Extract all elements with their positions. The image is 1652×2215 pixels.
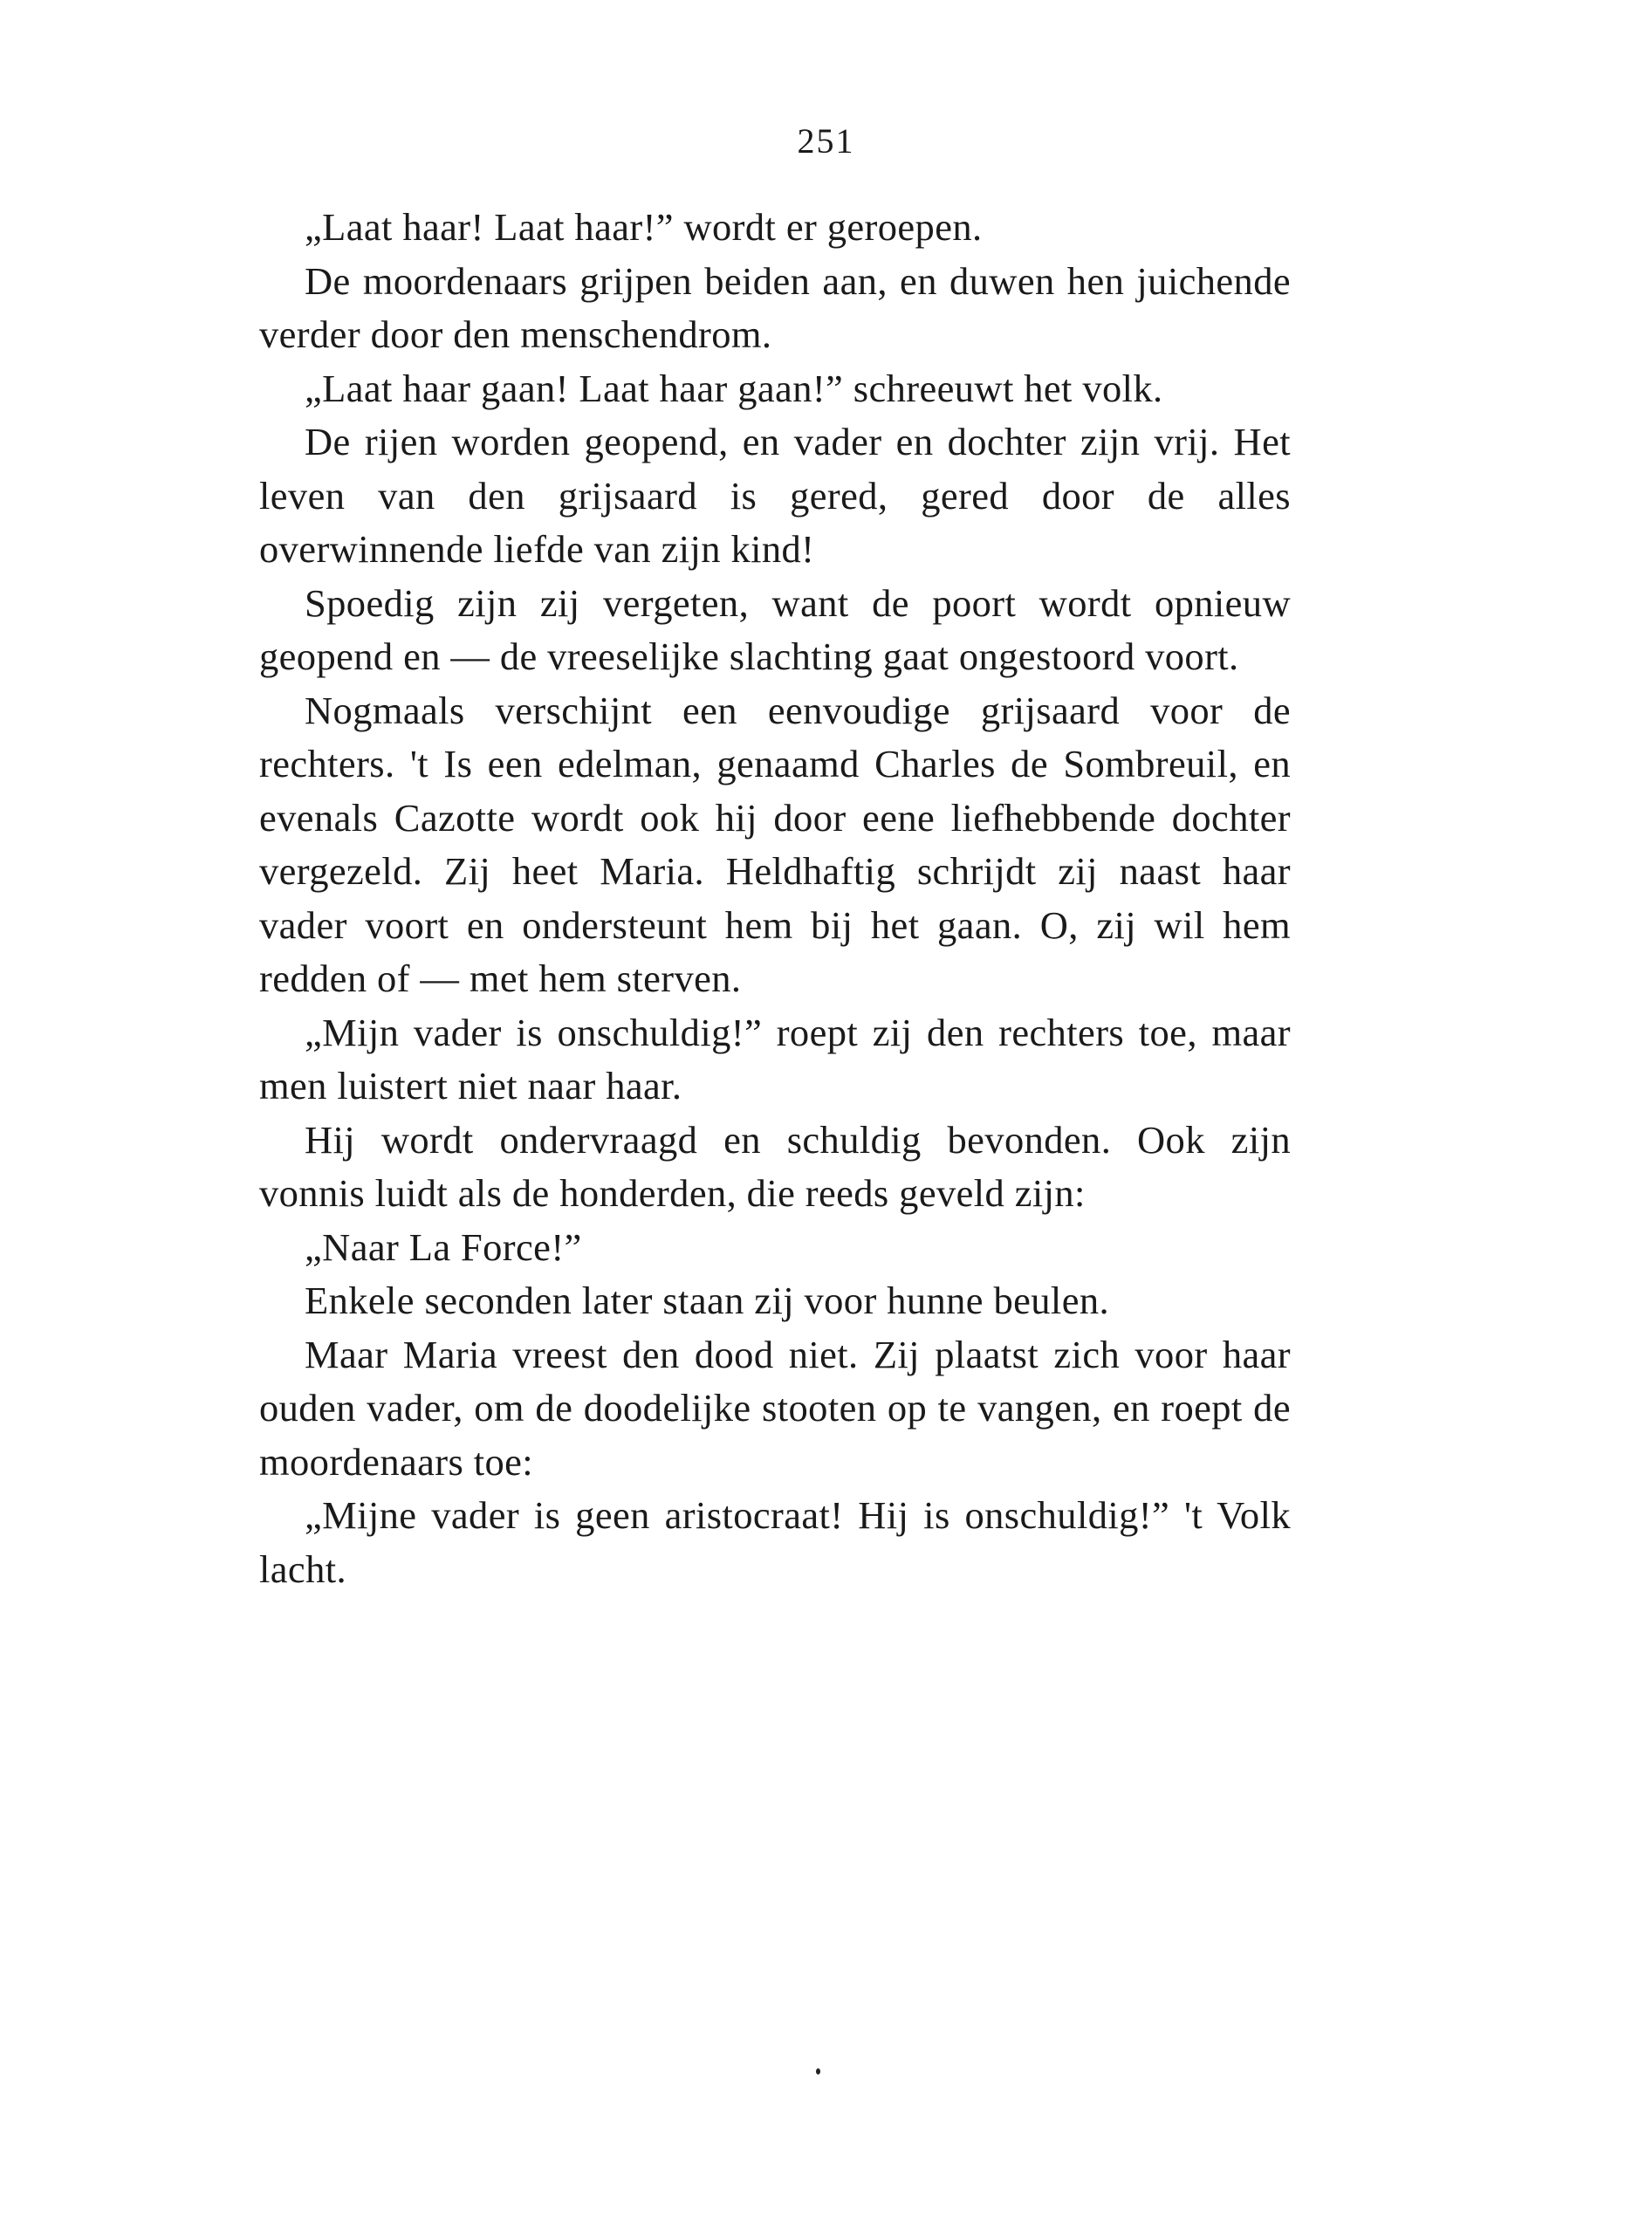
paragraph: Spoedig zijn zij vergeten, want de poort wordt opnieuw geopend en — de vreeselijke slachting gaat ongestoord voort. <box>259 580 1291 678</box>
paragraph: „Mijn vader is onschuldig!” roept zij den rechters toe, maar men luistert niet naar haar. <box>259 1010 1291 1108</box>
body-text <box>259 201 1291 1596</box>
ink-speck <box>816 2068 820 2074</box>
paragraph: De moordenaars grijpen beiden aan, en duwen hen juichende verder door den menschendrom. <box>259 258 1291 356</box>
paragraph: „Laat haar! Laat haar!” wordt er geroepen. <box>305 205 983 249</box>
paragraph: Hij wordt ondervraagd en schuldig bevonden. Ook zijn vonnis luidt als de honderden, die reeds geveld zijn: <box>259 1117 1291 1215</box>
page-number: 251 <box>797 121 855 161</box>
paragraph: De rijen worden geopend, en vader en dochter zijn vrij. Het leven van den grijsaard is gered, gered door de alles overwinnende liefde van zijn kind! <box>259 420 1291 571</box>
paragraph: Nogmaals verschijnt een eenvoudige grijsaard voor de rechters. 't Is een edelman, genaamd Charles de Sombreuil, en evenals Cazotte wordt ook hij door eene liefhebbende dochter vergezeld. Zij heet Maria. Heldhaftig schrijdt zij naast haar vader voort en ondersteunt hem bij het gaan. O, zij wil hem redden of — met hem sterven. <box>259 688 1291 1000</box>
paragraph: „Naar La Force!” <box>305 1224 582 1269</box>
paragraph: Enkele seconden later staan zij voor hunne beulen. <box>305 1279 1110 1322</box>
paragraph: „Laat haar gaan! Laat haar gaan!” schreeuwt het volk. <box>305 366 1163 410</box>
paragraph: Maar Maria vreest den dood niet. Zij plaatst zich voor haar ouden vader, om de doodelijke stooten op te vangen, en roept de moordenaars toe: <box>259 1332 1291 1484</box>
paragraph: „Mijne vader is geen aristocraat! Hij is onschuldig!” 't Volk lacht. <box>259 1493 1291 1591</box>
